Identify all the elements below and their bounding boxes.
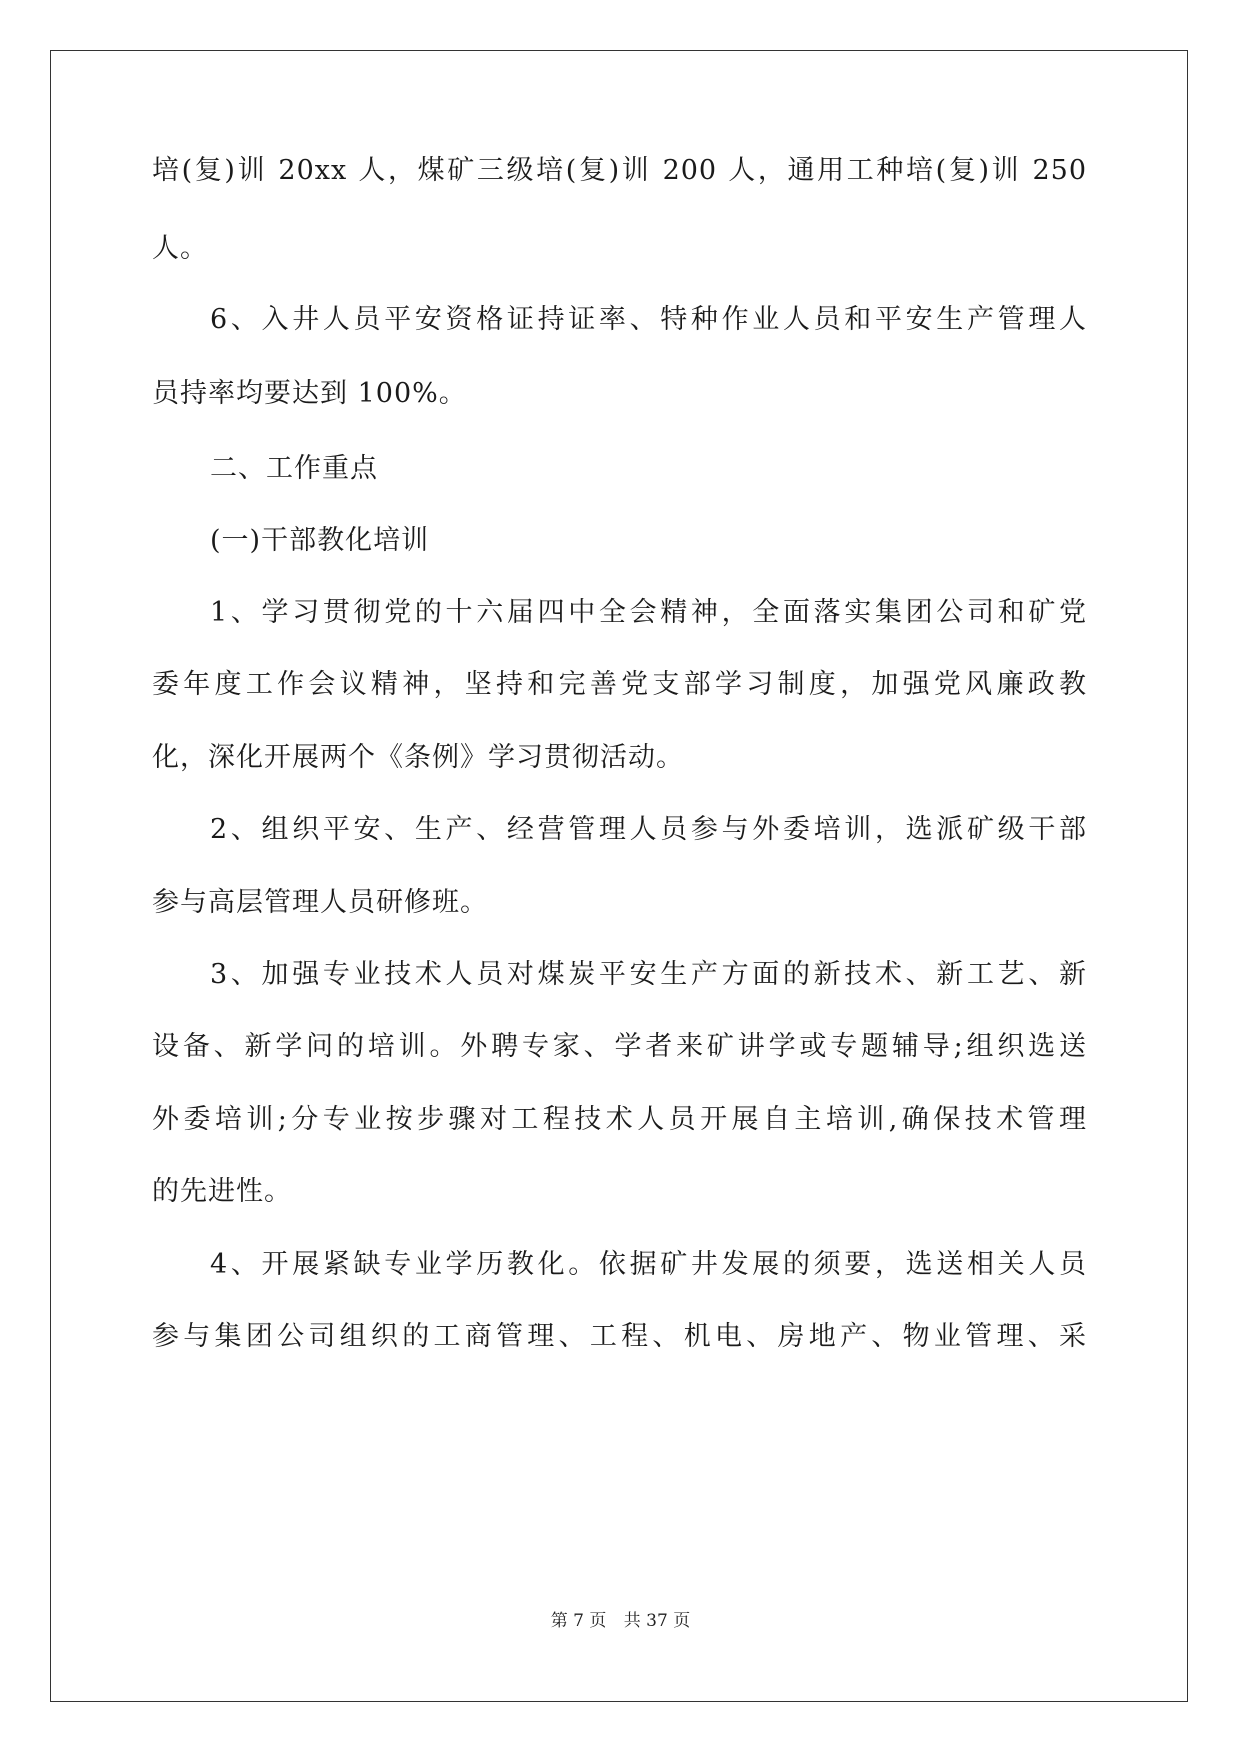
page-number: 第 7 页 [550,1611,607,1631]
page-total: 共 37 页 [623,1611,691,1631]
paragraph-line: 化，深化开展两个《条例》学习贯彻活动。 [152,742,684,773]
paragraph-line: 设备、新学问的培训。外聘专家、学者来矿讲学或专题辅导;组织选送 [152,1031,1087,1062]
paragraph-line: 参与集团公司组织的工商管理、工程、机电、房地产、物业管理、采 [152,1321,1087,1352]
paragraph-line: 人。 [152,233,208,264]
paragraph-line: 1、学习贯彻党的十六届四中全会精神，全面落实集团公司和矿党 [210,597,1087,628]
subsection-heading: (一)干部教化培训 [210,525,430,556]
page-footer [0,1610,1241,1632]
paragraph-line: 6、入井人员平安资格证持证率、特种作业人员和平安生产管理人 [210,304,1087,335]
paragraph-line: 参与高层管理人员研修班。 [152,887,488,918]
paragraph-line: 的先进性。 [152,1176,292,1207]
paragraph-line: 4、开展紧缺专业学历教化。依据矿井发展的须要，选送相关人员 [210,1249,1087,1280]
paragraph-line: 员持率均要达到 100%。 [152,378,467,409]
page-border [50,50,1188,1702]
paragraph-line: 委年度工作会议精神，坚持和完善党支部学习制度，加强党风廉政教 [152,669,1087,700]
paragraph-line: 3、加强专业技术人员对煤炭平安生产方面的新技术、新工艺、新 [210,959,1087,990]
paragraph-line: 2、组织平安、生产、经营管理人员参与外委培训，选派矿级干部 [210,814,1087,845]
section-heading: 二、工作重点 [210,453,378,484]
paragraph-line: 外委培训;分专业按步骤对工程技术人员开展自主培训,确保技术管理 [152,1104,1087,1135]
paragraph-line: 培(复)训 20xx 人，煤矿三级培(复)训 200 人，通用工种培(复)训 250 [152,155,1087,186]
